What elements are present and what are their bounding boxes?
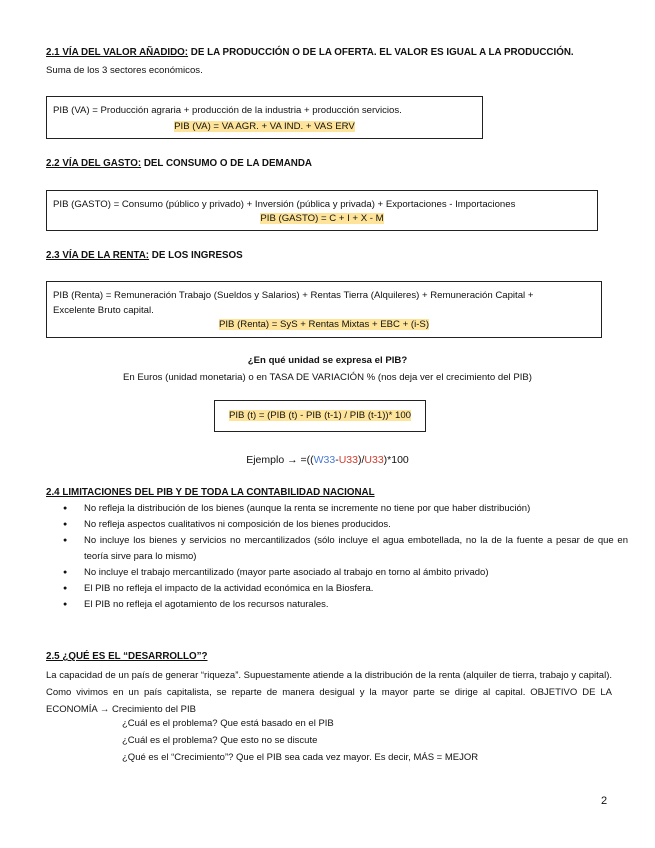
section-2-3-heading-underlined: 2.3 VÍA DE LA RENTA:: [46, 250, 150, 261]
renta-formula-highlight-row: [47, 319, 601, 330]
va-formula-text: PIB (VA) = Producción agraria + producción de la industria + producción servicios.: [53, 105, 402, 116]
question-line: ¿Qué es el “Crecimiento”? Que el PIB sea cada vez mayor. Es decir, MÁS = MEJOR: [122, 752, 479, 763]
example-label: Ejemplo → =((: [246, 454, 314, 466]
gasto-formula-text: PIB (GASTO) = Consumo (público y privado) + Inversión (pública y privada) + Exportaciones - Importaciones: [53, 199, 516, 210]
example-ref-u33-b: U33: [364, 454, 384, 466]
example-dash: -: [335, 454, 339, 466]
development-paragraph: La capacidad de un país de generar “riqueza”. Supuestamente atiende a la distribución de la renta (alquiler de tierra, trabajo y capital). Como vivimos en un país capitalista, se reparte de manera desigual y la mayor parte se dirige al capital. OBJETIVO DE LA ECONOMÍA → Crecimiento del PIB: [46, 670, 612, 715]
unit-answer: En Euros (unidad monetaria) o en TASA DE VARIACIÓN % (nos deja ver el crecimiento del PIB): [123, 372, 532, 383]
renta-formula-text-2: Excelente Bruto capital.: [53, 305, 154, 316]
section-2-4-heading: 2.4 LIMITACIONES DEL PIB Y DE TODA LA CONTABILIDAD NACIONAL: [46, 487, 375, 498]
limitation-item: ● El PIB no refleja el agotamiento de los recursos naturales.: [68, 597, 628, 613]
limitation-item: ● No refleja la distribución de los bienes (aunque la renta se incremente no tiene por que haber distribución): [68, 501, 628, 517]
section-2-2-heading-underlined: 2.2 VÍA DEL GASTO:: [46, 158, 142, 169]
renta-formula-box: [46, 281, 602, 338]
example-close: )/: [357, 454, 365, 466]
va-formula-box: [46, 96, 483, 139]
example-end: )*100: [383, 454, 409, 466]
page-number: 2: [601, 795, 608, 807]
gasto-formula-highlight-row: [47, 213, 597, 224]
section-2-3-heading: [46, 250, 243, 261]
gasto-formula-highlight: PIB (GASTO) = C + I + X - M: [260, 213, 384, 224]
growth-formula-box: [214, 400, 426, 432]
section-2-5-heading: 2.5 ¿QUÉ ES EL “DESARROLLO”?: [46, 651, 208, 662]
example-ref-u33-a: U33: [338, 454, 358, 466]
growth-formula: PIB (t) = (PIB (t) - PIB (t-1) / PIB (t-1))* 100: [228, 410, 412, 421]
gasto-formula-box: [46, 190, 598, 231]
limitation-item: ● El PIB no refleja el impacto de la actividad económica en la Biosfera.: [68, 581, 628, 597]
example-row: [0, 454, 655, 466]
section-2-1-heading-underlined: 2.1 VÍA DEL VALOR AÑADIDO:: [46, 47, 189, 58]
example-ref-w33: W33: [313, 454, 336, 466]
limitations-list: [68, 501, 628, 613]
section-2-1-heading: [46, 47, 574, 58]
section-2-1-heading-rest: DE LA PRODUCCIÓN O DE LA OFERTA. EL VALOR ES IGUAL A LA PRODUCCIÓN.: [188, 47, 574, 58]
question-line: ¿Cuál es el problema? Que esto no se discute: [122, 735, 318, 746]
unit-question: ¿En qué unidad se expresa el PIB?: [247, 355, 408, 366]
renta-formula-highlight: PIB (Renta) = SyS + Rentas Mixtas + EBC + (i-S): [218, 319, 430, 330]
limitation-item: ● No incluye el trabajo mercantilizado (mayor parte asociado al trabajo en torno al ámbito privado): [68, 565, 628, 581]
section-2-2-heading-rest: DEL CONSUMO O DE LA DEMANDA: [141, 158, 312, 169]
question-line: ¿Cuál es el problema? Que está basado en el PIB: [122, 718, 334, 729]
section-2-1-subtitle: Suma de los 3 sectores económicos.: [46, 65, 203, 76]
va-formula-highlight-row: [47, 121, 482, 132]
renta-formula-text-1: PIB (Renta) = Remuneración Trabajo (Sueldos y Salarios) + Rentas Tierra (Alquileres) + Remuneración Capital +: [53, 290, 534, 301]
section-2-2-heading: [46, 158, 312, 169]
limitation-item: ● No incluye los bienes y servicios no mercantilizados (sólo incluye el agua embotellada, no la de la fuente a pesar de que en teoría sirve para lo mismo): [68, 533, 628, 565]
va-formula-highlight: PIB (VA) = VA AGR. + VA IND. + VAS ERV: [174, 121, 355, 132]
limitation-item: ● No refleja aspectos cualitativos ni composición de los bienes producidos.: [68, 517, 628, 533]
section-2-3-heading-rest: DE LOS INGRESOS: [149, 250, 243, 261]
